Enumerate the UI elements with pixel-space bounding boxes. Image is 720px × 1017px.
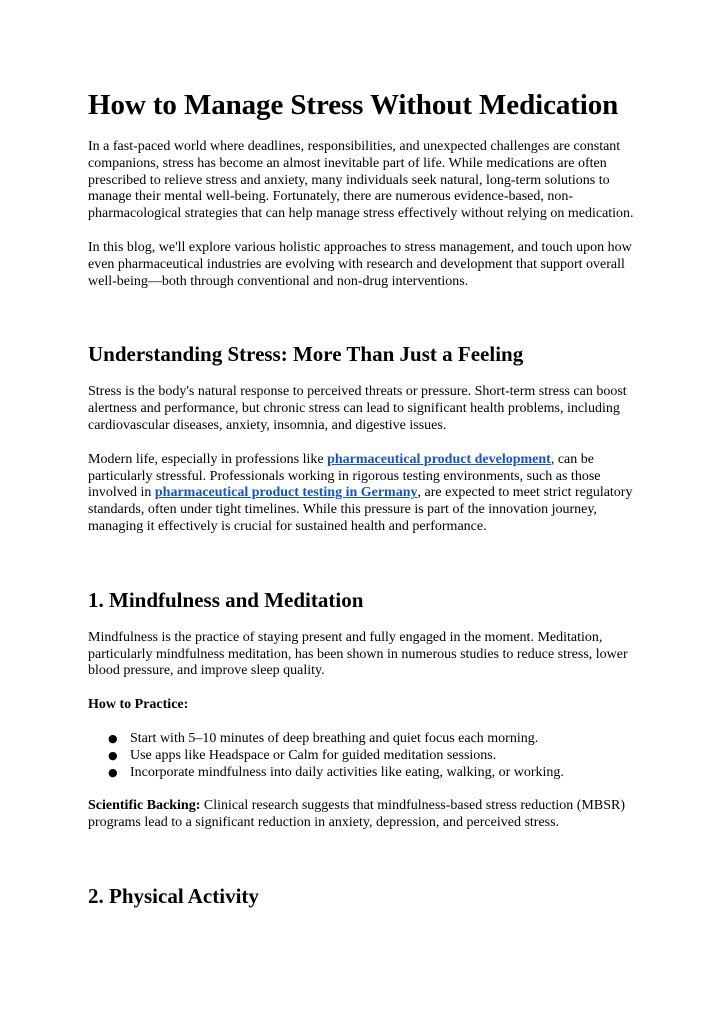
mindfulness-paragraph-1: Mindfulness is the practice of staying present and fully engaged in the moment. Meditation, particularly mindfulness meditation, has been shown in numerous studies to reduce stress, lower blood pressure, and improve sleep quality. <box>88 629 628 679</box>
practice-list <box>88 731 636 781</box>
scientific-backing-label: Scientific Backing: <box>88 798 201 814</box>
list-item <box>88 765 636 782</box>
list-item <box>88 748 636 765</box>
bullet-icon: ● <box>108 731 118 745</box>
understanding-paragraph-1: Stress is the body's natural response to perceived threats or pressure. Short-term stress can boost alertness and performance, but chronic stress can lead to significant health problems, including cardiovascular diseases, anxiety, insomnia, and digestive issues. <box>88 384 627 433</box>
list-item-text: Use apps like Headspace or Calm for guided meditation sessions. <box>130 747 497 763</box>
link-pharmaceutical-product-development[interactable]: pharmaceutical product development <box>327 451 551 467</box>
understanding-text-start: Modern life, especially in professions like <box>88 451 328 467</box>
link-pharmaceutical-product-testing-germany[interactable]: pharmaceutical product testing in Germany <box>154 485 418 501</box>
how-to-practice-heading: How to Practice: <box>88 697 189 713</box>
how-to-practice-label <box>88 697 636 714</box>
understanding-text-middle: , can be particularly stressful. Professionals working in rigorous testing environments, such as those involved in <box>88 451 601 501</box>
scientific-backing-paragraph <box>88 798 636 832</box>
list-item-text: Incorporate mindfulness into daily activities like eating, walking, or working. <box>130 764 564 780</box>
section-heading-mindfulness: 1. Mindfulness and Meditation <box>88 587 364 612</box>
page-title: How to Manage Stress Without Medication <box>88 89 619 121</box>
list-item <box>88 731 636 748</box>
section-heading-physical-activity: 2. Physical Activity <box>88 883 259 908</box>
list-item-text: Start with 5–10 minutes of deep breathing and quiet focus each morning. <box>130 730 539 746</box>
intro-paragraph-2: In this blog, we'll explore various holistic approaches to stress management, and touch upon how even pharmaceutical industries are evolving with research and development that support overall well-being—both through conventional and non-drug interventions. <box>88 239 632 289</box>
intro-paragraph-1: In a fast-paced world where deadlines, responsibilities, and unexpected challenges are constant companions, stress has become an almost inevitable part of life. While medications are often prescribed to relieve stress and anxiety, many individuals seek natural, long-term solutions to manage their mental well-being. Fortunately, there are numerous evidence-based, non-pharmacological strategies that can help manage stress effectively without relying on medication. <box>88 139 634 222</box>
bullet-icon: ● <box>108 765 118 779</box>
understanding-text-end: , are expected to meet strict regulatory standards, often under tight timelines. While this pressure is part of the innovation journey, managing it effectively is crucial for sustained health and performance. <box>88 485 633 534</box>
scientific-backing-text: Clinical research suggests that mindfulness-based stress reduction (MBSR) programs lead to a significant reduction in anxiety, depression, and perceived stress. <box>88 798 625 831</box>
bullet-icon: ● <box>108 748 118 762</box>
understanding-paragraph-2 <box>88 452 636 536</box>
section-heading-understanding: Understanding Stress: More Than Just a Feeling <box>88 342 524 367</box>
